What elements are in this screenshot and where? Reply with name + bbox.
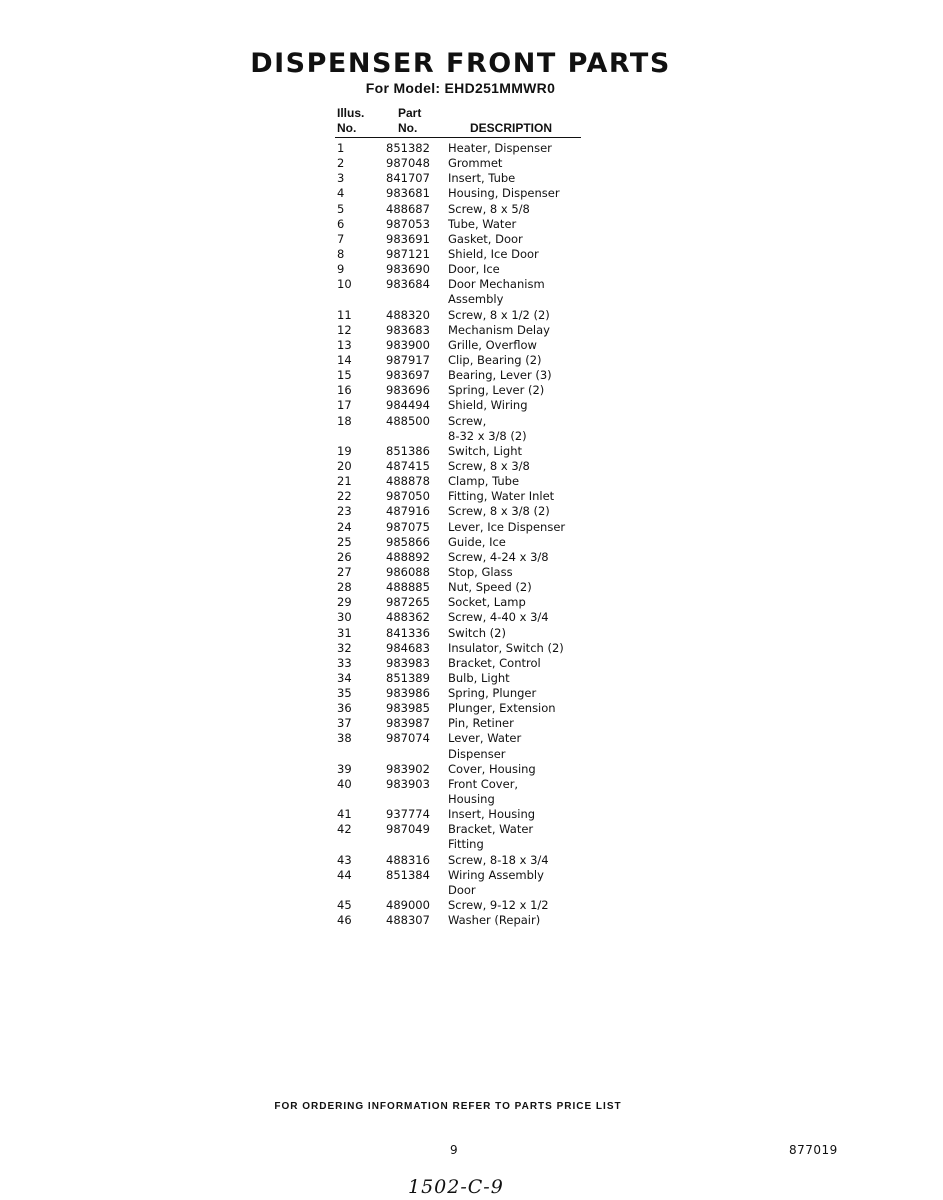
parts-row — [0, 292, 943, 307]
part-number: 985866 — [386, 534, 430, 549]
model-subtitle: For Model: EHD251MMWR0 — [365, 80, 556, 96]
parts-row — [0, 277, 943, 292]
illus-number: 37 — [337, 716, 352, 731]
parts-row — [0, 883, 943, 898]
parts-row — [0, 186, 943, 201]
part-description: Tube, Water — [448, 216, 517, 231]
part-number: 488362 — [386, 610, 430, 625]
part-number: 488892 — [386, 549, 430, 564]
part-description: Pin, Retiner — [448, 716, 514, 731]
part-number: 987048 — [386, 156, 430, 171]
illus-number: 39 — [337, 761, 352, 776]
illus-number: 19 — [337, 443, 352, 458]
illus-number: 46 — [337, 913, 352, 928]
parts-row — [0, 535, 943, 550]
parts-row — [0, 444, 943, 459]
part-number: 983903 — [386, 776, 430, 791]
parts-row — [0, 762, 943, 777]
part-number: 488687 — [386, 201, 430, 216]
illus-number: 43 — [337, 852, 352, 867]
illus-number: 2 — [337, 156, 345, 171]
part-description: Gasket, Door — [448, 231, 523, 246]
illus-number: 29 — [337, 595, 352, 610]
part-description: Bulb, Light — [448, 670, 510, 685]
part-description: Guide, Ice — [448, 534, 506, 549]
parts-row — [0, 489, 943, 504]
illus-number: 9 — [337, 262, 345, 277]
part-number: 851384 — [386, 867, 430, 882]
part-description: Screw, 8 x 3/8 (2) — [448, 504, 550, 519]
illus-number: 16 — [337, 383, 352, 398]
document-code: 877019 — [789, 1143, 838, 1157]
illus-number: 14 — [337, 352, 352, 367]
illus-number: 33 — [337, 655, 352, 670]
parts-row — [0, 626, 943, 641]
illus-number: 26 — [337, 549, 352, 564]
part-description: Door — [448, 882, 476, 897]
parts-row — [0, 610, 943, 625]
illus-number: 38 — [337, 731, 352, 746]
part-number: 987050 — [386, 489, 430, 504]
illus-number: 20 — [337, 458, 352, 473]
part-description: Shield, Wiring — [448, 398, 528, 413]
part-description: Door, Ice — [448, 262, 500, 277]
part-description: Spring, Plunger — [448, 686, 537, 701]
part-description: Socket, Lamp — [448, 595, 526, 610]
parts-row — [0, 459, 943, 474]
part-description: Shield, Ice Door — [448, 246, 539, 261]
part-number: 983987 — [386, 716, 430, 731]
illus-number: 15 — [337, 368, 352, 383]
part-number: 984494 — [386, 398, 430, 413]
part-description: Bracket, Water — [448, 822, 534, 837]
parts-row — [0, 368, 943, 383]
illus-number: 7 — [337, 231, 345, 246]
illus-number: 1 — [337, 141, 345, 155]
parts-row — [0, 822, 943, 837]
illus-number: 44 — [337, 867, 352, 882]
parts-row — [0, 913, 943, 928]
parts-row — [0, 565, 943, 580]
parts-row — [0, 868, 943, 883]
part-number: 983683 — [386, 322, 430, 337]
illus-number: 35 — [337, 686, 352, 701]
parts-row — [0, 338, 943, 353]
part-number: 987075 — [386, 519, 430, 534]
part-header-line1: Part — [398, 106, 422, 120]
parts-row — [0, 520, 943, 535]
part-description: Screw, 8-18 x 3/4 — [448, 852, 549, 867]
parts-row — [0, 550, 943, 565]
part-number: 983691 — [386, 231, 430, 246]
illus-number: 30 — [337, 610, 352, 625]
part-number: 987121 — [386, 246, 430, 261]
part-number: 984683 — [386, 640, 430, 655]
part-number: 488316 — [386, 852, 430, 867]
illus-number: 27 — [337, 564, 352, 579]
parts-row — [0, 747, 943, 762]
part-description: Clip, Bearing (2) — [448, 352, 542, 367]
part-description: Screw, 8 x 1/2 (2) — [448, 307, 550, 322]
page-title: DISPENSER FRONT PARTS — [250, 48, 671, 79]
part-number: 487415 — [386, 458, 430, 473]
parts-row — [0, 656, 943, 671]
parts-row — [0, 731, 943, 746]
description-header: DESCRIPTION — [470, 121, 553, 135]
part-description: Insert, Tube — [448, 171, 516, 186]
parts-list — [0, 141, 943, 928]
illus-number: 5 — [337, 201, 345, 216]
illus-number: 31 — [337, 625, 352, 640]
part-description: Plunger, Extension — [448, 701, 556, 716]
part-description: Fitting — [448, 837, 484, 852]
parts-row — [0, 141, 943, 156]
parts-row — [0, 777, 943, 792]
part-number: 937774 — [386, 807, 430, 822]
part-description: Fitting, Water Inlet — [448, 489, 555, 504]
part-description: Insert, Housing — [448, 807, 536, 822]
parts-row — [0, 504, 943, 519]
part-number: 983985 — [386, 701, 430, 716]
part-number: 983902 — [386, 761, 430, 776]
parts-row — [0, 671, 943, 686]
illus-number: 11 — [337, 307, 352, 322]
parts-row — [0, 398, 943, 413]
part-number: 983900 — [386, 337, 430, 352]
part-number: 851386 — [386, 443, 430, 458]
illus-no-header — [337, 106, 364, 136]
part-number: 851389 — [386, 670, 430, 685]
parts-row — [0, 641, 943, 656]
part-number: 488500 — [386, 413, 430, 428]
illus-number: 3 — [337, 171, 345, 186]
parts-row — [0, 701, 943, 716]
part-description: Lever, Ice Dispenser — [448, 519, 566, 534]
ordering-note: FOR ORDERING INFORMATION REFER TO PARTS PRICE LIST — [274, 1101, 622, 1112]
part-description: Screw, 8 x 5/8 — [448, 201, 530, 216]
illus-number: 17 — [337, 398, 352, 413]
part-no-header — [398, 106, 421, 136]
part-description: Screw, 9-12 x 1/2 — [448, 898, 549, 913]
part-description: Screw, 8 x 3/8 — [448, 458, 530, 473]
part-description: Screw, — [448, 413, 487, 428]
part-description: Grille, Overflow — [448, 337, 537, 352]
part-number: 488320 — [386, 307, 430, 322]
part-description: Clamp, Tube — [448, 474, 520, 489]
parts-row — [0, 414, 943, 429]
parts-row — [0, 232, 943, 247]
header-divider — [335, 137, 581, 138]
part-description: Housing — [448, 792, 495, 807]
part-description: Assembly — [448, 292, 504, 307]
parts-row — [0, 474, 943, 489]
part-description: Insulator, Switch (2) — [448, 640, 564, 655]
part-number: 983983 — [386, 655, 430, 670]
illus-number: 45 — [337, 898, 352, 913]
illus-header-line1: Illus. — [337, 106, 365, 120]
part-description: Screw, 4-40 x 3/4 — [448, 610, 549, 625]
part-number: 841336 — [386, 625, 430, 640]
part-number: 983696 — [386, 383, 430, 398]
part-description: Mechanism Delay — [448, 322, 550, 337]
part-number: 488885 — [386, 580, 430, 595]
part-description: 8-32 x 3/8 (2) — [448, 428, 527, 443]
part-number: 983986 — [386, 686, 430, 701]
parts-row — [0, 853, 943, 868]
part-number: 986088 — [386, 564, 430, 579]
parts-row — [0, 323, 943, 338]
illus-number: 41 — [337, 807, 352, 822]
part-description: Dispenser — [448, 746, 506, 761]
illus-number: 36 — [337, 701, 352, 716]
part-description: Spring, Lever (2) — [448, 383, 545, 398]
illus-number: 23 — [337, 504, 352, 519]
parts-row — [0, 580, 943, 595]
parts-row — [0, 383, 943, 398]
part-description: Cover, Housing — [448, 761, 536, 776]
illus-number: 22 — [337, 489, 352, 504]
part-description: Stop, Glass — [448, 564, 513, 579]
part-number: 851382 — [386, 141, 430, 155]
part-description: Door Mechanism — [448, 277, 545, 292]
parts-row — [0, 807, 943, 822]
part-number: 488878 — [386, 474, 430, 489]
part-description: Screw, 4-24 x 3/8 — [448, 549, 549, 564]
part-number: 487916 — [386, 504, 430, 519]
part-description: Heater, Dispenser — [448, 141, 552, 155]
parts-row — [0, 716, 943, 731]
illus-number: 12 — [337, 322, 352, 337]
illus-number: 42 — [337, 822, 352, 837]
part-description: Grommet — [448, 156, 503, 171]
part-description: Switch (2) — [448, 625, 506, 640]
illus-number: 28 — [337, 580, 352, 595]
parts-row — [0, 308, 943, 323]
parts-row — [0, 171, 943, 186]
illus-number: 10 — [337, 277, 352, 292]
parts-row — [0, 156, 943, 171]
part-number: 841707 — [386, 171, 430, 186]
illus-number: 40 — [337, 776, 352, 791]
illus-number: 34 — [337, 670, 352, 685]
illus-number: 6 — [337, 216, 345, 231]
part-number: 983684 — [386, 277, 430, 292]
part-number: 987265 — [386, 595, 430, 610]
parts-row — [0, 686, 943, 701]
part-number: 987917 — [386, 352, 430, 367]
illus-number: 18 — [337, 413, 352, 428]
parts-row — [0, 262, 943, 277]
part-description: Housing, Dispenser — [448, 186, 560, 201]
part-description: Bearing, Lever (3) — [448, 368, 552, 383]
part-number: 983697 — [386, 368, 430, 383]
part-description: Wiring Assembly — [448, 867, 544, 882]
part-description: Front Cover, — [448, 776, 519, 791]
illus-number: 21 — [337, 474, 352, 489]
illus-header-line2: No. — [337, 121, 357, 135]
parts-row — [0, 837, 943, 852]
part-description: Washer (Repair) — [448, 913, 541, 928]
parts-row — [0, 429, 943, 444]
part-description: Lever, Water — [448, 731, 522, 746]
part-description: Nut, Speed (2) — [448, 580, 532, 595]
illus-number: 13 — [337, 337, 352, 352]
part-number: 489000 — [386, 898, 430, 913]
part-number: 987053 — [386, 216, 430, 231]
parts-row — [0, 247, 943, 262]
parts-row — [0, 595, 943, 610]
handwritten-note: 1502-C-9 — [408, 1176, 504, 1198]
part-number: 987049 — [386, 822, 430, 837]
part-number: 983681 — [386, 186, 430, 201]
part-description: Bracket, Control — [448, 655, 541, 670]
parts-row — [0, 217, 943, 232]
illus-number: 8 — [337, 246, 345, 261]
part-number: 488307 — [386, 913, 430, 928]
part-number: 983690 — [386, 262, 430, 277]
page-number: 9 — [450, 1143, 458, 1157]
illus-number: 25 — [337, 534, 352, 549]
parts-row — [0, 353, 943, 368]
part-header-line2: No. — [398, 121, 418, 135]
parts-row — [0, 898, 943, 913]
illus-number: 24 — [337, 519, 352, 534]
illus-number: 4 — [337, 186, 345, 201]
illus-number: 32 — [337, 640, 352, 655]
part-description: Switch, Light — [448, 443, 523, 458]
parts-row — [0, 792, 943, 807]
part-number: 987074 — [386, 731, 430, 746]
parts-row — [0, 202, 943, 217]
